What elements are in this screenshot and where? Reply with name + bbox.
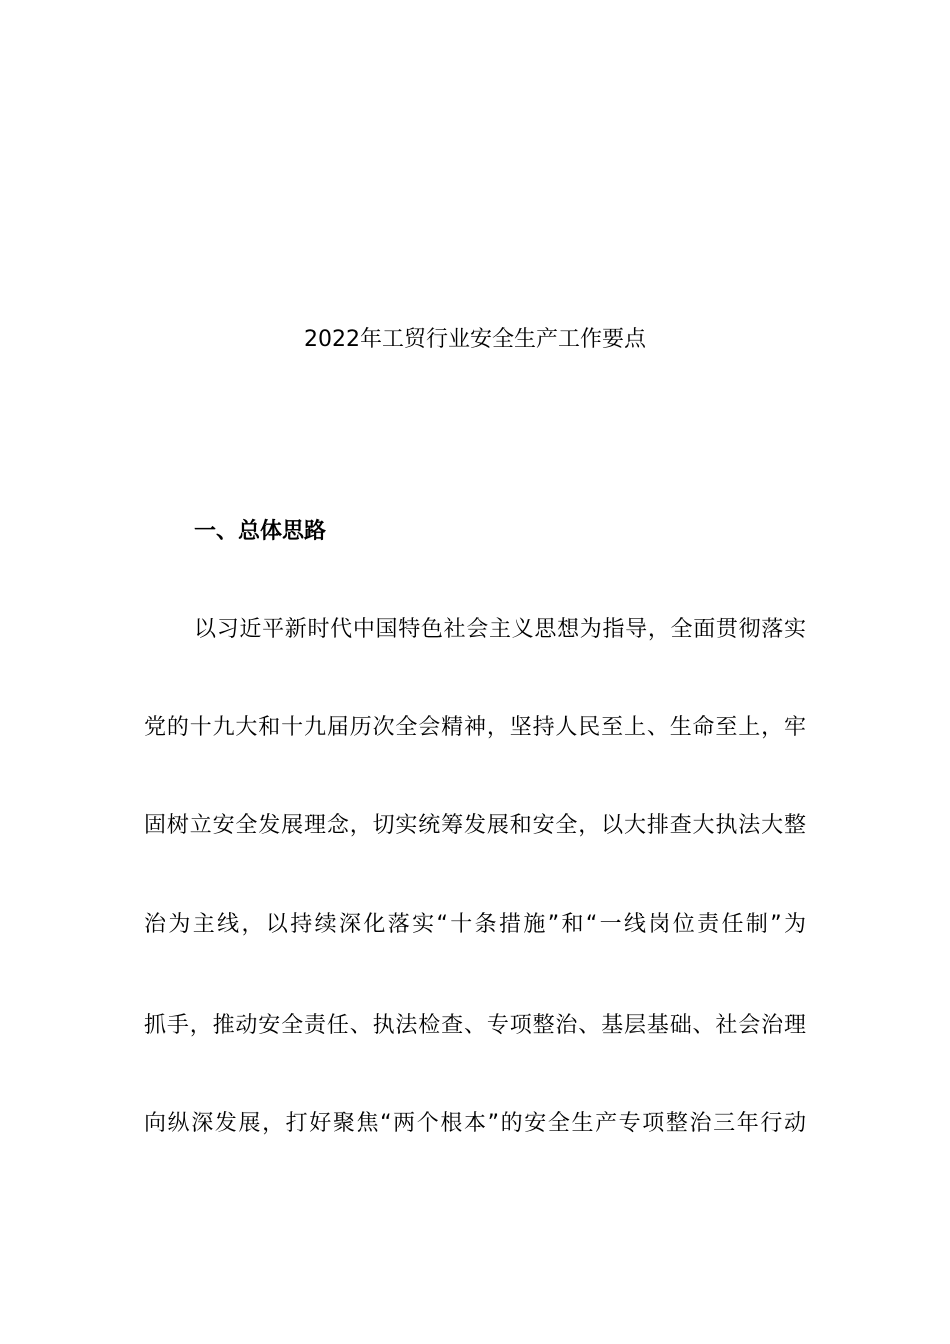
paragraph-line: 抓手，推动安全责任、执法检查、专项整治、基层基础、社会治理 xyxy=(144,1013,806,1038)
paragraph-line: 党的十九大和十九届历次全会精神，坚持人民至上、生命至上，牢 xyxy=(144,715,806,740)
paragraph-line: 向纵深发展，打好聚焦“两个根本”的安全生产专项整治三年行动 xyxy=(144,1111,806,1136)
paragraph-line: 治为主线，以持续深化落实“十条措施”和“一线岗位责任制”为 xyxy=(144,912,806,937)
section-heading: 一、总体思路 xyxy=(194,519,327,544)
paragraph-line: 固树立安全发展理念，切实统筹发展和安全，以大排查大执法大整 xyxy=(144,813,806,838)
paragraph-line: 以习近平新时代中国特色社会主义思想为指导，全面贯彻落实 xyxy=(194,617,806,642)
document-title: 2022年工贸行业安全生产工作要点 xyxy=(304,327,646,352)
